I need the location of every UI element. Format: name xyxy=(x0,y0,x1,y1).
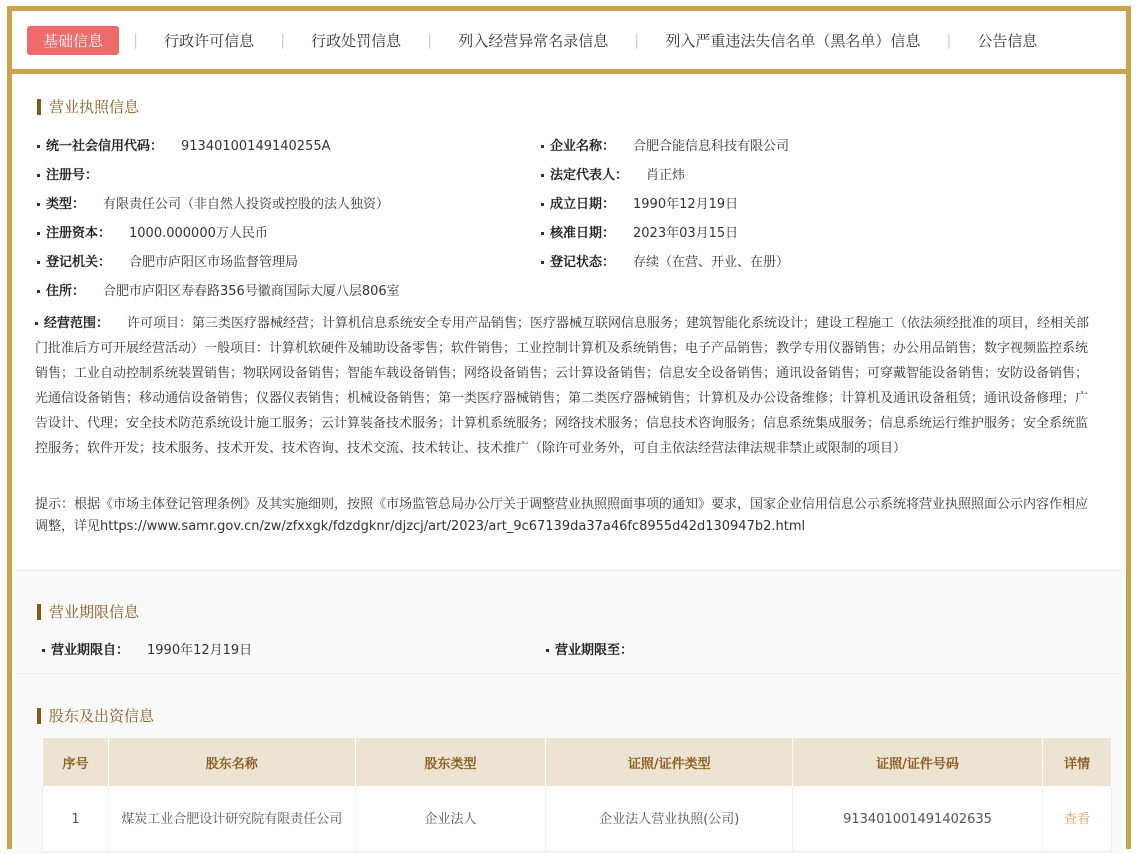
bullet xyxy=(541,203,544,206)
field-legal-rep: 法定代表人： 肖正炜 xyxy=(541,164,685,183)
field-term-from: 营业期限自： 1990年12月19日 xyxy=(42,639,252,658)
field-address: 住所： 合肥市庐阳区寿春路356号徽商国际大厦八层806室 xyxy=(37,280,400,299)
tab-announcements[interactable]: 公告信息 xyxy=(977,31,1038,50)
bullet xyxy=(541,261,544,264)
view-details-link[interactable]: 查看 xyxy=(1063,811,1090,827)
col-name: 股东名称 xyxy=(108,738,355,787)
bullet xyxy=(35,322,38,325)
business-scope-text: 许可项目：第三类医疗器械经营；计算机信息系统安全专用产品销售；医疗器械互联网信息服务；建筑智能化系统设计；建设工程施工（依法须经批准的项目，经相关部门批准后方可开展经营活动）一般项目：计算机软硬件及辅助设备零售；软件销售；工业控制计算机及系统销售；电子产品销售；教学专用仪器销售；办公用品销售；数字视频监控系统销售；工业自动控制系统装置销售；物联网设备销售；智能车载设备销售；网络设备销售；云计算设备销售；信息安全设备销售；通讯设备销售；可穿戴智能设备销售；安防设备销售；光通信设备销售；移动通信设备销售；仪器仪表销售；机械设备销售；第一类医疗器械销售；第二类医疗器械销售；计算机及办公设备维修；计算机及通讯设备租赁；通讯设备修理；广告设计、代理；安全技术防范系统设计施工服务；云计算装备技术服务；计算机系统服务；网络技术服务；信息技术咨询服务；信息系统集成服务；信息系统运行维护服务；安全系统监控服务；软件开发；技术服务、技术开发、技术咨询、技术交流、技术转让、技术推广（除许可业务外，可自主依法经营法律法规非禁止或限制的项目） xyxy=(35,316,1090,456)
tab-abnormal-list[interactable]: 列入经营异常名录信息 xyxy=(458,31,609,50)
col-details: 详情 xyxy=(1042,738,1111,787)
bullet xyxy=(37,145,40,148)
bullet xyxy=(546,649,549,652)
main-frame xyxy=(7,6,1131,849)
tab-admin-penalty[interactable]: 行政处罚信息 xyxy=(311,31,402,50)
bullet xyxy=(37,174,40,177)
bullet xyxy=(541,145,544,148)
tab-separator: | xyxy=(946,31,952,49)
table-header-row xyxy=(43,738,1112,787)
cell-details xyxy=(1042,787,1111,852)
bullet xyxy=(541,232,544,235)
col-license-number: 证照/证件号码 xyxy=(793,738,1043,787)
field-est-date: 成立日期： 1990年12月19日 xyxy=(541,193,738,212)
business-scope: 经营范围： 许可项目：第三类医疗器械经营；计算机信息系统安全专用产品销售；医疗器械互联网信息服务；建筑智能化系统设计；建设工程施工（依法须经批准的项目，经相关部门批准后方可开展经营活动）一般项目：计算机软硬件及辅助设备零售；软件销售；工业控制计算机及系统销售；电子产品销售；教学专用仪器销售；办公用品销售；数字视频监控系统销售；工业自动控制系统装置销售；物联网设备销售；智能车载设备销售；网络设备销售；云计算设备销售；信息安全设备销售；通讯设备销售；可穿戴智能设备销售；安防设备销售；光通信设备销售；移动通信设备销售；仪器仪表销售；机械设备销售；第一类医疗器械销售；第二类医疗器械销售；计算机及办公设备维修；计算机及通讯设备租赁；通讯设备修理；广告设计、代理；安全技术防范系统设计施工服务；云计算装备技术服务；计算机系统服务；网络技术服务；信息技术咨询服务；信息系统集成服务；信息系统运行维护服务；安全系统监控服务；软件开发；技术服务、技术开发、技术咨询、技术交流、技术转让、技术推广（除许可业务外，可自主依法经营法律法规非禁止或限制的项目） xyxy=(35,316,1090,456)
field-company-name: 企业名称： 合肥合能信息科技有限公司 xyxy=(541,135,789,154)
field-capital: 注册资本： 1000.000000万人民币 xyxy=(37,222,268,241)
shareholder-title: 股东及出资信息 xyxy=(37,708,154,724)
field-authority: 登记机关： 合肥市庐阳区市场监督管理局 xyxy=(37,251,298,270)
field-term-to: 营业期限至： xyxy=(546,639,651,658)
notice-text: 提示：根据《市场主体登记管理条例》及其实施细则，按照《市场监管总局办公厅关于调整营业执照照面事项的通知》要求，国家企业信用信息公示系统将营业执照照面公示内容作相应调整，详见https://www.samr.gov.cn/zw/zfxxgk/fdzdgknr/djzcj/art/2023/art_9c67139da37a46fc8955d42d130947b2.html xyxy=(35,497,1089,534)
bullet xyxy=(541,174,544,177)
bullet xyxy=(37,232,40,235)
shareholder-section xyxy=(15,673,1123,854)
cell-type: 企业法人 xyxy=(355,787,546,852)
field-status: 登记状态： 存续（在营、开业、在册） xyxy=(541,251,789,270)
license-section xyxy=(15,74,1123,570)
tab-admin-license[interactable]: 行政许可信息 xyxy=(164,31,255,50)
tab-separator: | xyxy=(634,31,640,49)
tab-bar xyxy=(12,11,1126,74)
bullet xyxy=(42,649,45,652)
bullet xyxy=(37,261,40,264)
col-type: 股东类型 xyxy=(355,738,546,787)
field-credit-code: 统一社会信用代码： 91340100149140255A xyxy=(37,135,331,154)
cell-license-number: 913401001491402635 xyxy=(793,787,1043,852)
cell-license-type: 企业法人营业执照(公司) xyxy=(546,787,793,852)
shareholder-table xyxy=(42,737,1112,852)
license-title: 营业执照信息 xyxy=(37,99,139,115)
tab-separator: | xyxy=(427,31,433,49)
col-index: 序号 xyxy=(43,738,109,787)
term-title: 营业期限信息 xyxy=(37,604,139,620)
field-type: 类型： 有限责任公司（非自然人投资或控股的法人独资） xyxy=(37,193,389,212)
field-approval-date: 核准日期： 2023年03月15日 xyxy=(541,222,738,241)
field-reg-no: 注册号： xyxy=(37,164,116,183)
cell-name: 煤炭工业合肥设计研究院有限责任公司 xyxy=(108,787,355,852)
col-license-type: 证照/证件类型 xyxy=(546,738,793,787)
tab-basic-info[interactable]: 基础信息 xyxy=(27,26,119,55)
tab-separator: | xyxy=(133,31,139,49)
term-section xyxy=(15,570,1123,673)
table-row xyxy=(43,787,1112,852)
bullet xyxy=(37,203,40,206)
tab-blacklist[interactable]: 列入严重违法失信名单（黑名单）信息 xyxy=(665,31,921,50)
cell-index: 1 xyxy=(43,787,109,852)
tab-separator: | xyxy=(280,31,286,49)
bullet xyxy=(37,290,40,293)
